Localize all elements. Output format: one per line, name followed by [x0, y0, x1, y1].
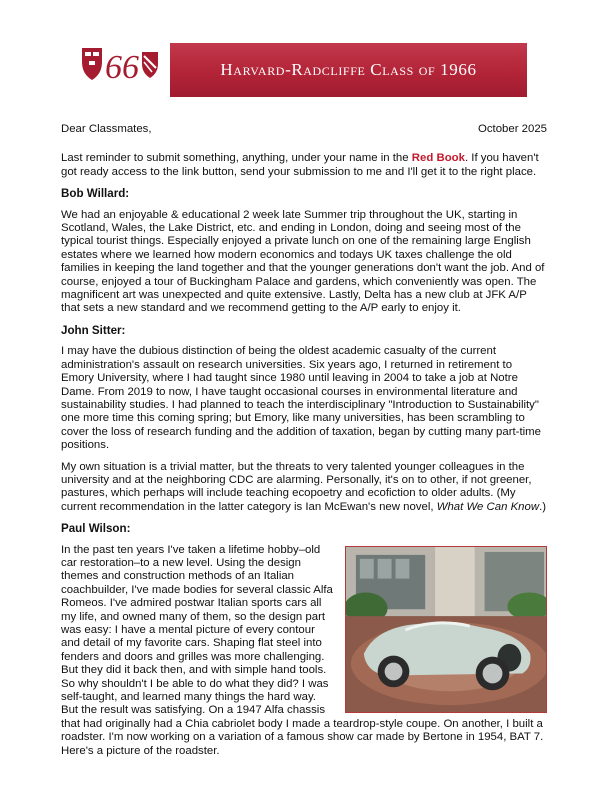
- section-heading-paul-wilson: Paul Wilson:: [61, 522, 131, 536]
- header-title: Harvard-Radcliffe Class of 1966: [220, 60, 477, 79]
- harvard-shield-logo-icon: [80, 44, 160, 86]
- intro-text-before: Last reminder to submit something, anything, under your name in the: [61, 152, 412, 165]
- intro-paragraph: [61, 152, 547, 179]
- intro-text-after: . If you haven't got ready access to the link button, send your submission to me and I'll get it to the right place.: [61, 152, 539, 178]
- section-heading-bob-willard: Bob Willard:: [61, 187, 130, 201]
- logo-numeral: 66: [105, 49, 139, 86]
- salutation: Dear Classmates,: [61, 123, 152, 135]
- john-sitter-text-before: My own situation is a trivial matter, but the threats to very talented younger colleagues in the university and at the neighboring CDC are alarming. Personally, it's on to other, if not greener, pastures, which perhaps will include teaching ecopoetry and ecofiction to older adults. (My current recommendation in the latter category is Ian McEwan's new novel,: [61, 460, 532, 513]
- john-sitter-paragraph-1: I may have the dubious distinction of being the oldest academic casualty of the current administration's assault on research universities. Six years ago, I returned in retirement to Emory University, where I had taught since 1980 until leaving in 2004 to take a job at Notre Dame. From 2019 to now, I have taught occasional courses in environmental literature and sustainability studies. I had planned to teach the interdisciplinary "Introduction to Sustainability" one more time this coming spring; but Emory, like many universities, has been scrambling to cover the loss of research funding and the addition of taxation, began by cutting many part-time positions.: [61, 345, 541, 452]
- book-title: What We Can Know: [436, 500, 540, 513]
- paul-wilson-paragraph: In the past ten years I've taken a lifetime hobby–old car restoration–to a new level. Using the design themes and construction methods of an Italian coachbuilder, I've made bodies for several classic Alfa Romeos. I've admired postwar Italian sports cars all my life, and owned many of them, so the design part was easy: I have a mental picture of every contour and detail of my favorite cars. Shaping flat steel into fenders and doors and grilles was more challenging. But they did it back then, and with simple hand tools. So why shouldn't I be able to do what they did? I was self-taught, and learned many things the hard way. But the result was satisfying. On a 1947 Alfa chassis that had originally had a Chia cabriolet body I made a teardrop-style coupe. On another, I built a roadster. I'm now working on a variation of a famous show car made by Bertone in 1954, BAT 7. Here's a picture of the roadster.: [61, 543, 544, 757]
- dateline: [61, 123, 547, 136]
- letter-body: [61, 117, 547, 766]
- red-book-link[interactable]: Red Book: [411, 152, 465, 165]
- roadster-car-image-icon: [346, 547, 546, 712]
- roadster-photo: [345, 546, 547, 713]
- john-sitter-paragraph-2: [61, 461, 547, 515]
- class-logo: [80, 44, 160, 86]
- section-heading-john-sitter: John Sitter:: [61, 323, 126, 337]
- john-sitter-text-after: .): [539, 500, 547, 513]
- bob-willard-paragraph: We had an enjoyable & educational 2 week late Summer trip throughout the UK, starting in Scotland, Wales, the Lake District, etc. and ending in London, doing and seeing most of the typical tourist things. Especially enjoyed a private lunch on one of the remaining large English estates where we learned how modern economics and todays UK taxes challenge the old families in keeping the land together and that the younger generations don't want the job. And of course, enjoyed a tour of Buckingham Palace and gardens, which conveniently was open. The magnificent art was unexpected and quite extensive. Lastly, Delta has a new club at JFK A/P that sets a new standard and we recommend getting to the A/P early to enjoy it.: [61, 208, 545, 315]
- letter-date: October 2025: [477, 123, 547, 135]
- header-banner: [170, 43, 527, 97]
